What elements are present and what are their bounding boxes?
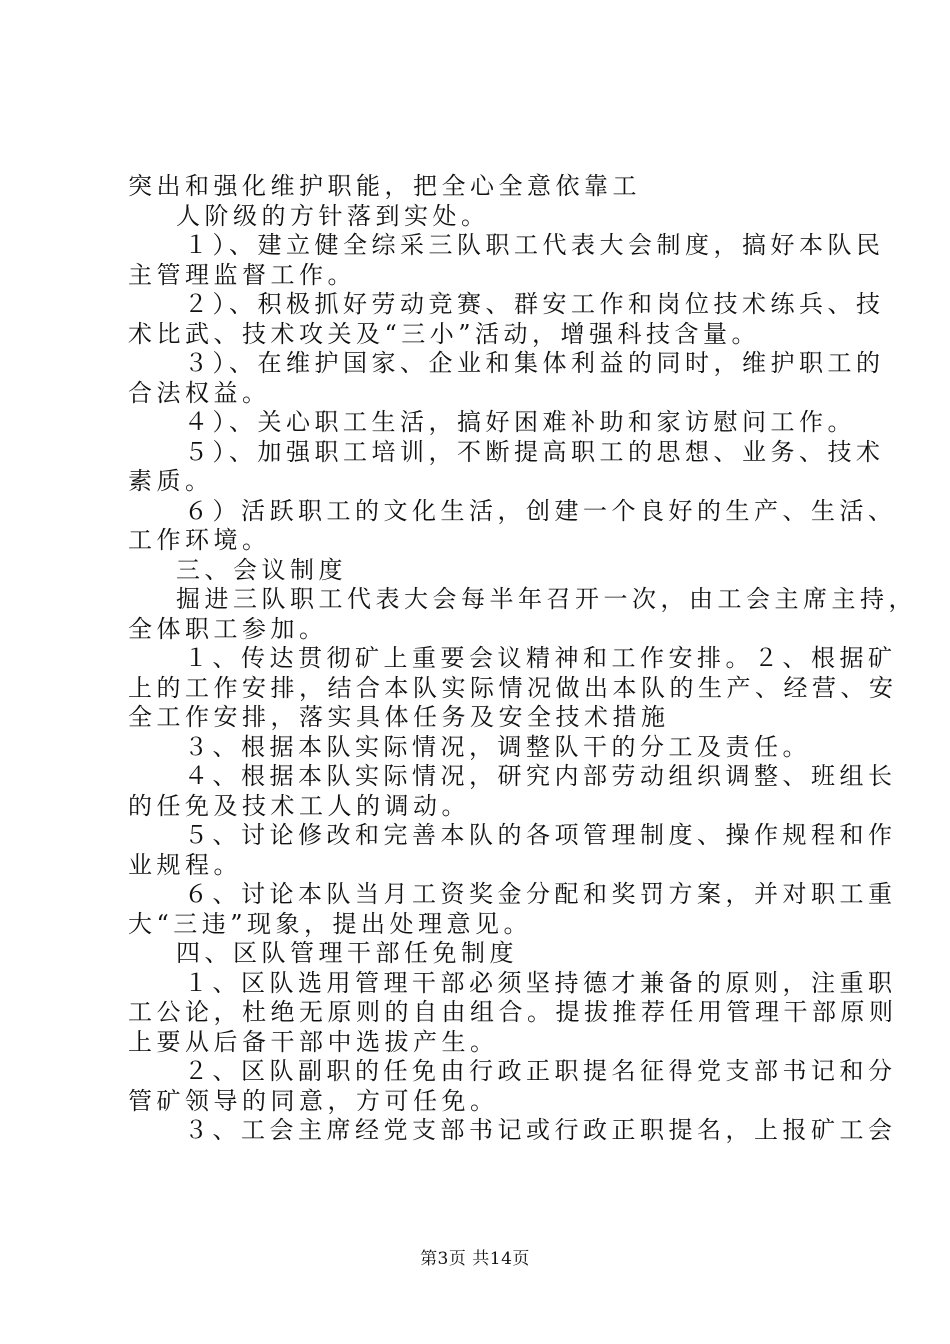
text-line: 全工作安排，落实具体任务及安全技术措施 (128, 703, 670, 731)
text-line: 上的工作安排，结合本队实际情况做出本队的生产、经营、安 (128, 673, 898, 702)
text-line: 业规程。 (128, 850, 242, 879)
text-line: 合法权益。 (128, 378, 271, 407)
text-line: ２）、积极抓好劳动竞赛、群安工作和岗位技术练兵、技 (184, 290, 885, 318)
text-line: １、区队选用管理干部必须坚持德才兼备的原则，注重职 (184, 968, 897, 997)
text-line: 突出和强化维护职能，把全心全意依靠工 (128, 172, 641, 200)
text-line: 三、会议制度 (176, 555, 347, 584)
text-line: ６、讨论本队当月工资奖金分配和奖罚方案，并对职工重 (184, 880, 897, 908)
text-line: 掘进三队职工代表大会每半年召开一次，由工会主席主持， (176, 585, 917, 613)
text-line: ４）、关心职工生活，搞好困难补助和家访慰问工作。 (184, 408, 856, 436)
text-line: 全体职工参加。 (128, 614, 328, 643)
text-line: 主管理监督工作。 (128, 260, 356, 289)
text-line: ４、根据本队实际情况，研究内部劳动组织调整、班组长 (184, 762, 897, 790)
text-line: ２、区队副职的任免由行政正职提名征得党支部书记和分 (184, 1057, 897, 1085)
text-line: ３、根据本队实际情况，调整队干的分工及责任。 (184, 732, 811, 761)
text-line: 管矿领导的同意，方可任免。 (128, 1086, 499, 1115)
text-line: 素质。 (128, 467, 214, 495)
text-line: ３、工会主席经党支部书记或行政正职提名，上报矿工会 (184, 1116, 897, 1144)
text-line: 大“三违”现象，提出处理意见。 (128, 909, 533, 938)
text-line: 人阶级的方针落到实处。 (176, 201, 490, 230)
text-line: １）、建立健全综采三队职工代表大会制度，搞好本队民 (184, 231, 885, 259)
document-body (128, 172, 917, 1146)
text-line: 四、区队管理干部任免制度 (176, 939, 518, 967)
text-line: １、传达贯彻矿上重要会议精神和工作安排。２、根据矿 (184, 644, 897, 672)
text-line: 术比武、技术攻关及“三小”活动，增强科技含量。 (128, 319, 761, 348)
text-line: 工作环境。 (128, 526, 271, 554)
text-line: ６）活跃职工的文化生活，创建一个良好的生产、生活、 (184, 496, 897, 525)
text-line: 上要从后备干部中选拔产生。 (128, 1027, 499, 1056)
text-line: ５、讨论修改和完善本队的各项管理制度、操作规程和作 (184, 821, 897, 849)
text-line: ５）、加强职工培训，不断提高职工的思想、业务、技术 (184, 437, 885, 466)
text-line: 的任免及技术工人的调动。 (128, 791, 470, 820)
page-footer: 第3页 共14页 (420, 1249, 530, 1269)
text-line: 工公论，杜绝无原则的自由组合。提拔推荐任用管理干部原则 (128, 998, 898, 1026)
text-line: ３）、在维护国家、企业和集体利益的同时，维护职工的 (184, 349, 885, 377)
